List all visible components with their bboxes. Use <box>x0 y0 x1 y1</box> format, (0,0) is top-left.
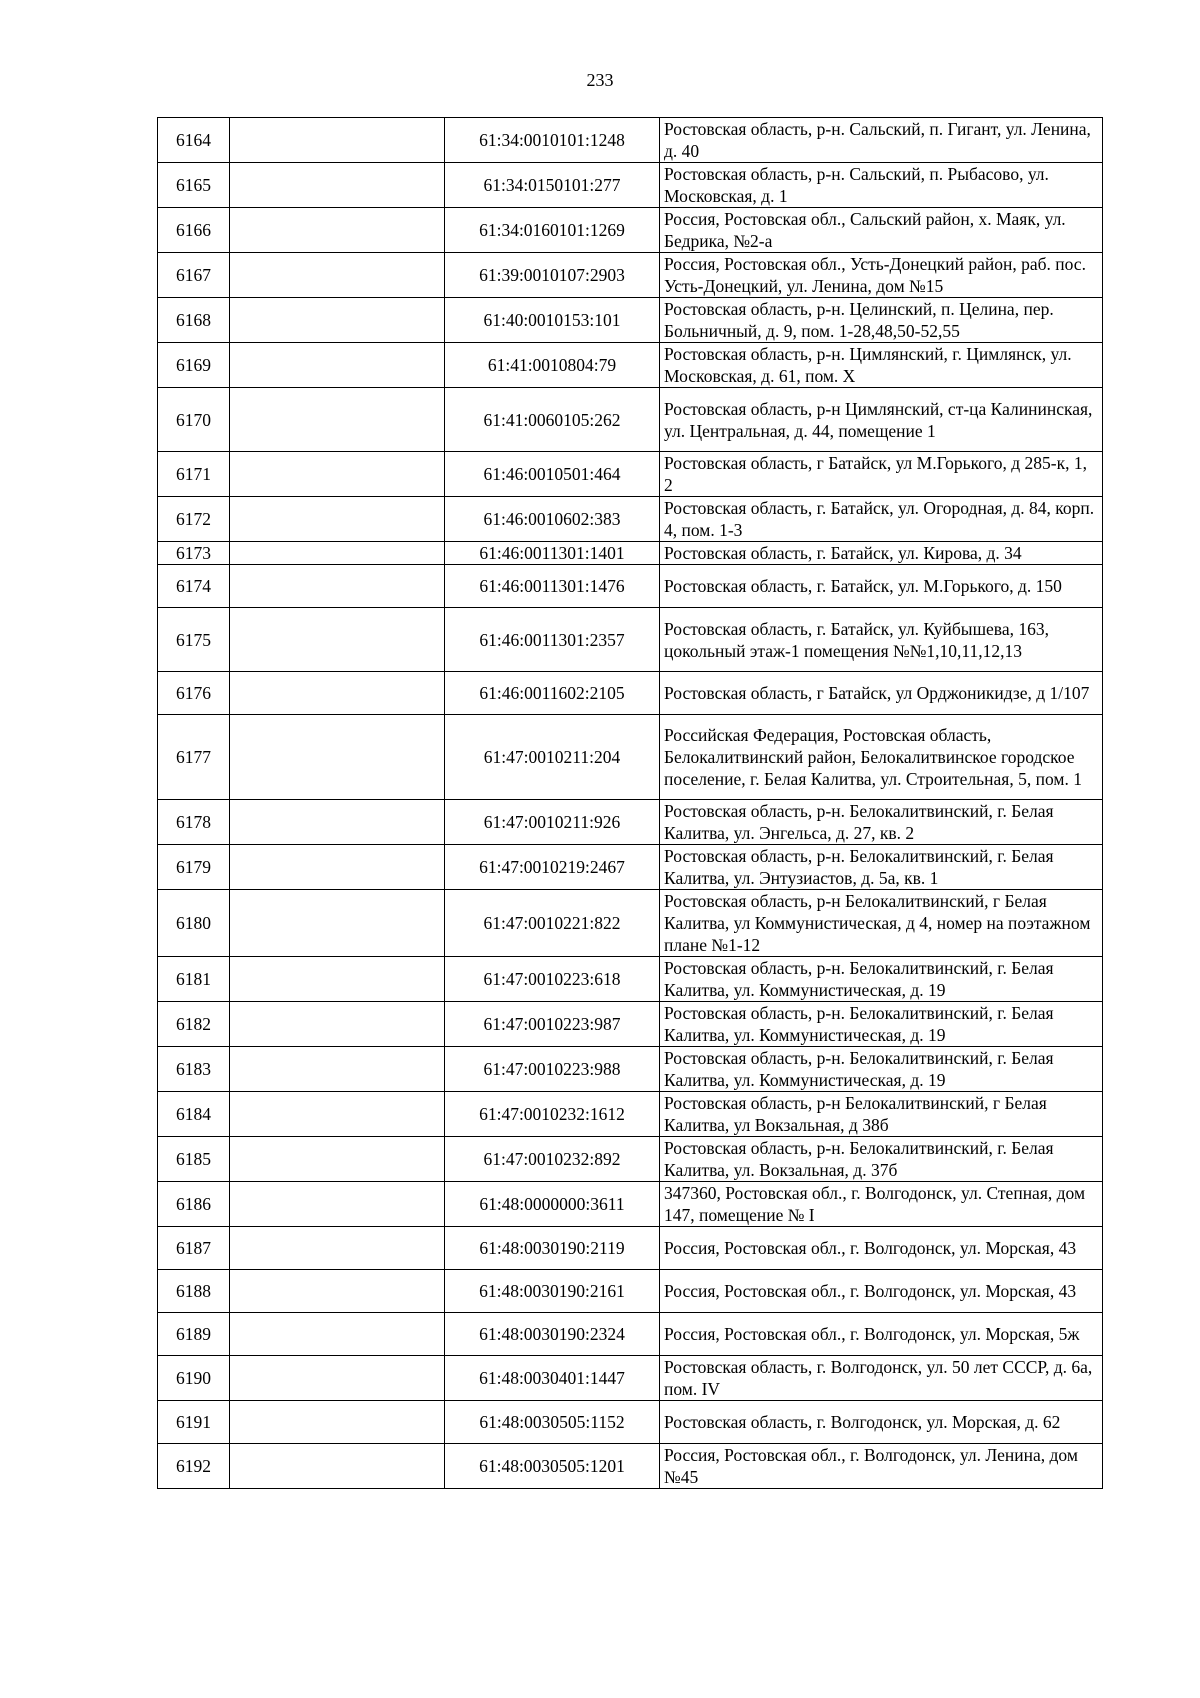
table-row <box>158 1401 1103 1444</box>
address-cell: Ростовская область, р-н Цимлянский, ст-ца Калининская, ул. Центральная, д. 44, помещение 1 <box>660 388 1103 452</box>
address-cell: Ростовская область, р-н Белокалитвинский, г Белая Калитва, ул Коммунистическая, д 4, номер на поэтажном плане №1-12 <box>660 890 1103 957</box>
empty-cell <box>230 800 445 845</box>
row-number-cell: 6178 <box>158 800 230 845</box>
cadastral-number-cell: 61:41:0060105:262 <box>445 388 660 452</box>
cadastral-number-cell: 61:34:0010101:1248 <box>445 118 660 163</box>
table-row <box>158 118 1103 163</box>
address-cell: Россия, Ростовская обл., г. Волгодонск, ул. Ленина, дом №45 <box>660 1444 1103 1489</box>
address-cell: Ростовская область, р-н. Сальский, п. Рыбасово, ул. Московская, д. 1 <box>660 163 1103 208</box>
table-row <box>158 163 1103 208</box>
address-cell: Россия, Ростовская обл., Усть-Донецкий район, раб. пос. Усть-Донецкий, ул. Ленина, дом №15 <box>660 253 1103 298</box>
address-cell: Ростовская область, р-н. Белокалитвинский, г. Белая Калитва, ул. Коммунистическая, д. 19 <box>660 957 1103 1002</box>
table-row <box>158 565 1103 608</box>
empty-cell <box>230 672 445 715</box>
empty-cell <box>230 1313 445 1356</box>
table-row <box>158 608 1103 672</box>
empty-cell <box>230 388 445 452</box>
empty-cell <box>230 163 445 208</box>
cadastral-number-cell: 61:47:0010223:618 <box>445 957 660 1002</box>
cadastral-number-cell: 61:48:0030190:2324 <box>445 1313 660 1356</box>
empty-cell <box>230 118 445 163</box>
cadastral-number-cell: 61:47:0010211:926 <box>445 800 660 845</box>
row-number-cell: 6191 <box>158 1401 230 1444</box>
empty-cell <box>230 565 445 608</box>
table-row <box>158 497 1103 542</box>
row-number-cell: 6182 <box>158 1002 230 1047</box>
address-cell: Ростовская область, г. Батайск, ул. М.Горького, д. 150 <box>660 565 1103 608</box>
empty-cell <box>230 1137 445 1182</box>
row-number-cell: 6179 <box>158 845 230 890</box>
address-cell: Ростовская область, г. Батайск, ул. Огородная, д. 84, корп. 4, пом. 1-3 <box>660 497 1103 542</box>
empty-cell <box>230 1444 445 1489</box>
row-number-cell: 6183 <box>158 1047 230 1092</box>
address-cell: Ростовская область, р-н. Белокалитвинский, г. Белая Калитва, ул. Коммунистическая, д. 19 <box>660 1047 1103 1092</box>
address-cell: Ростовская область, г. Волгодонск, ул. 50 лет СССР, д. 6а, пом. IV <box>660 1356 1103 1401</box>
empty-cell <box>230 608 445 672</box>
row-number-cell: 6168 <box>158 298 230 343</box>
cadastral-number-cell: 61:47:0010211:204 <box>445 715 660 800</box>
cadastral-number-cell: 61:48:0000000:3611 <box>445 1182 660 1227</box>
table-row <box>158 1356 1103 1401</box>
table-row <box>158 715 1103 800</box>
empty-cell <box>230 1047 445 1092</box>
cadastral-number-cell: 61:46:0011301:1476 <box>445 565 660 608</box>
table-row <box>158 343 1103 388</box>
empty-cell <box>230 298 445 343</box>
cadastral-number-cell: 61:48:0030505:1152 <box>445 1401 660 1444</box>
table-row <box>158 1137 1103 1182</box>
table-row <box>158 253 1103 298</box>
row-number-cell: 6187 <box>158 1227 230 1270</box>
cadastral-number-cell: 61:41:0010804:79 <box>445 343 660 388</box>
row-number-cell: 6166 <box>158 208 230 253</box>
address-cell: Российская Федерация, Ростовская область, Белокалитвинский район, Белокалитвинское городское поселение, г. Белая Калитва, ул. Строительная, 5, пом. 1 <box>660 715 1103 800</box>
table-row <box>158 452 1103 497</box>
cadastral-number-cell: 61:47:0010223:987 <box>445 1002 660 1047</box>
table-row <box>158 208 1103 253</box>
address-cell: Россия, Ростовская обл., Сальский район, х. Маяк, ул. Бедрика, №2-а <box>660 208 1103 253</box>
address-cell: Ростовская область, г. Батайск, ул. Куйбышева, 163, цокольный этаж-1 помещения №№1,10,11,12,13 <box>660 608 1103 672</box>
empty-cell <box>230 1092 445 1137</box>
row-number-cell: 6172 <box>158 497 230 542</box>
table-row <box>158 1444 1103 1489</box>
empty-cell <box>230 497 445 542</box>
address-cell: Ростовская область, г Батайск, ул М.Горького, д 285-к, 1, 2 <box>660 452 1103 497</box>
table-row <box>158 388 1103 452</box>
cadastral-number-cell: 61:34:0150101:277 <box>445 163 660 208</box>
registry-table <box>157 117 1103 1489</box>
cadastral-number-cell: 61:39:0010107:2903 <box>445 253 660 298</box>
cadastral-number-cell: 61:46:0011301:2357 <box>445 608 660 672</box>
empty-cell <box>230 1401 445 1444</box>
table-row <box>158 1313 1103 1356</box>
address-cell: Россия, Ростовская обл., г. Волгодонск, ул. Морская, 43 <box>660 1270 1103 1313</box>
row-number-cell: 6184 <box>158 1092 230 1137</box>
address-cell: Ростовская область, р-н. Цимлянский, г. Цимлянск, ул. Московская, д. 61, пом. X <box>660 343 1103 388</box>
empty-cell <box>230 208 445 253</box>
row-number-cell: 6190 <box>158 1356 230 1401</box>
address-cell: Россия, Ростовская обл., г. Волгодонск, ул. Морская, 43 <box>660 1227 1103 1270</box>
address-cell: Ростовская область, р-н Белокалитвинский, г Белая Калитва, ул Вокзальная, д 38б <box>660 1092 1103 1137</box>
cadastral-number-cell: 61:46:0011602:2105 <box>445 672 660 715</box>
row-number-cell: 6181 <box>158 957 230 1002</box>
empty-cell <box>230 715 445 800</box>
cadastral-number-cell: 61:46:0011301:1401 <box>445 542 660 565</box>
cadastral-number-cell: 61:47:0010232:1612 <box>445 1092 660 1137</box>
cadastral-number-cell: 61:46:0010602:383 <box>445 497 660 542</box>
table-row <box>158 1092 1103 1137</box>
address-cell: Россия, Ростовская обл., г. Волгодонск, ул. Морская, 5ж <box>660 1313 1103 1356</box>
row-number-cell: 6170 <box>158 388 230 452</box>
cadastral-number-cell: 61:47:0010223:988 <box>445 1047 660 1092</box>
table-row <box>158 1047 1103 1092</box>
row-number-cell: 6185 <box>158 1137 230 1182</box>
empty-cell <box>230 1182 445 1227</box>
table-row <box>158 957 1103 1002</box>
empty-cell <box>230 452 445 497</box>
empty-cell <box>230 890 445 957</box>
registry-table-body <box>158 118 1103 1489</box>
cadastral-number-cell: 61:40:0010153:101 <box>445 298 660 343</box>
cadastral-number-cell: 61:34:0160101:1269 <box>445 208 660 253</box>
empty-cell <box>230 1356 445 1401</box>
row-number-cell: 6186 <box>158 1182 230 1227</box>
row-number-cell: 6177 <box>158 715 230 800</box>
empty-cell <box>230 1002 445 1047</box>
row-number-cell: 6176 <box>158 672 230 715</box>
empty-cell <box>230 542 445 565</box>
row-number-cell: 6192 <box>158 1444 230 1489</box>
row-number-cell: 6164 <box>158 118 230 163</box>
table-row <box>158 845 1103 890</box>
cadastral-number-cell: 61:48:0030190:2119 <box>445 1227 660 1270</box>
row-number-cell: 6175 <box>158 608 230 672</box>
empty-cell <box>230 1270 445 1313</box>
table-row <box>158 800 1103 845</box>
cadastral-number-cell: 61:47:0010221:822 <box>445 890 660 957</box>
table-row <box>158 298 1103 343</box>
address-cell: Ростовская область, г. Волгодонск, ул. Морская, д. 62 <box>660 1401 1103 1444</box>
address-cell: Ростовская область, р-н. Целинский, п. Целина, пер. Больничный, д. 9, пом. 1-28,48,50-52,55 <box>660 298 1103 343</box>
cadastral-number-cell: 61:46:0010501:464 <box>445 452 660 497</box>
address-cell: Ростовская область, р-н. Белокалитвинский, г. Белая Калитва, ул. Энтузиастов, д. 5а, кв. 1 <box>660 845 1103 890</box>
empty-cell <box>230 845 445 890</box>
table-row <box>158 672 1103 715</box>
table-row <box>158 1270 1103 1313</box>
cadastral-number-cell: 61:48:0030505:1201 <box>445 1444 660 1489</box>
address-cell: Ростовская область, р-н. Белокалитвинский, г. Белая Калитва, ул. Энгельса, д. 27, кв. 2 <box>660 800 1103 845</box>
table-row <box>158 890 1103 957</box>
address-cell: Ростовская область, г. Батайск, ул. Кирова, д. 34 <box>660 542 1103 565</box>
address-cell: 347360, Ростовская обл., г. Волгодонск, ул. Степная, дом 147, помещение № I <box>660 1182 1103 1227</box>
row-number-cell: 6171 <box>158 452 230 497</box>
cadastral-number-cell: 61:48:0030401:1447 <box>445 1356 660 1401</box>
row-number-cell: 6167 <box>158 253 230 298</box>
empty-cell <box>230 1227 445 1270</box>
row-number-cell: 6189 <box>158 1313 230 1356</box>
address-cell: Ростовская область, г Батайск, ул Орджоникидзе, д 1/107 <box>660 672 1103 715</box>
address-cell: Ростовская область, р-н. Сальский, п. Гигант, ул. Ленина, д. 40 <box>660 118 1103 163</box>
empty-cell <box>230 957 445 1002</box>
table-row <box>158 1002 1103 1047</box>
row-number-cell: 6180 <box>158 890 230 957</box>
empty-cell <box>230 343 445 388</box>
row-number-cell: 6173 <box>158 542 230 565</box>
page-number: 233 <box>586 70 614 90</box>
address-cell: Ростовская область, р-н. Белокалитвинский, г. Белая Калитва, ул. Коммунистическая, д. 19 <box>660 1002 1103 1047</box>
row-number-cell: 6169 <box>158 343 230 388</box>
cadastral-number-cell: 61:47:0010219:2467 <box>445 845 660 890</box>
table-row <box>158 1227 1103 1270</box>
cadastral-number-cell: 61:47:0010232:892 <box>445 1137 660 1182</box>
empty-cell <box>230 253 445 298</box>
row-number-cell: 6165 <box>158 163 230 208</box>
address-cell: Ростовская область, р-н. Белокалитвинский, г. Белая Калитва, ул. Вокзальная, д. 37б <box>660 1137 1103 1182</box>
row-number-cell: 6174 <box>158 565 230 608</box>
table-row <box>158 542 1103 565</box>
table-row <box>158 1182 1103 1227</box>
row-number-cell: 6188 <box>158 1270 230 1313</box>
cadastral-number-cell: 61:48:0030190:2161 <box>445 1270 660 1313</box>
